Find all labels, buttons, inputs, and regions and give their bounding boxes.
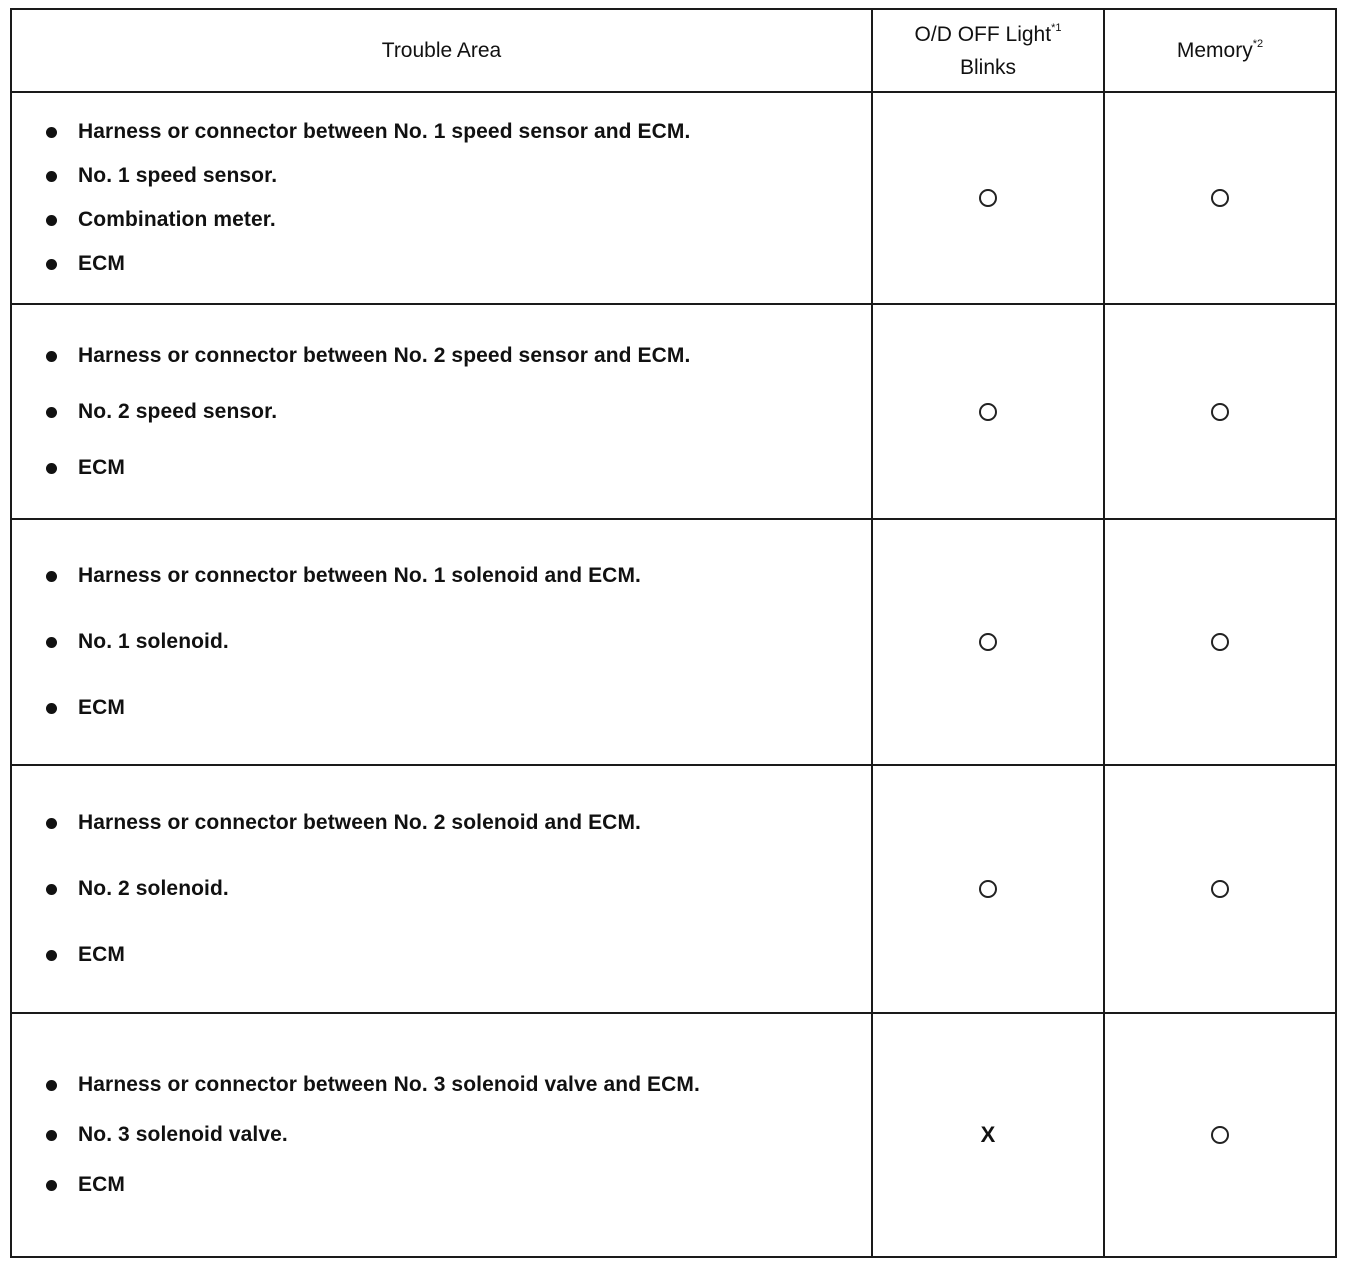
trouble-area-cell [11,519,872,765]
table-row [11,765,1336,1012]
bullet-icon [46,637,57,648]
table-header-row [11,9,1336,92]
circle-icon [1211,403,1229,421]
od-off-light-cell [872,519,1104,765]
list-item-text: No. 2 solenoid. [78,876,229,900]
list-item [44,675,871,741]
list-item-text: ECM [78,1172,125,1196]
circle-icon [979,633,997,651]
list-item [44,1110,871,1160]
memory-cell [1104,304,1336,518]
bullet-icon [46,818,57,829]
list-item-text: Combination meter. [78,208,276,232]
list-item-text: No. 3 solenoid valve. [78,1122,288,1146]
circle-icon [979,189,997,207]
list-item [44,110,871,154]
memory-cell [1104,765,1336,1012]
bullet-icon [46,703,57,714]
x-mark: X [980,1121,996,1147]
header-od-off-label: O/D OFF Light [914,22,1052,46]
list-item [44,856,871,922]
list-item-text: Harness or connector between No. 2 speed sensor and ECM. [78,343,691,367]
bullet-icon [46,950,57,961]
memory-cell [1104,92,1336,304]
trouble-list [44,328,871,496]
list-item [44,198,871,242]
list-item [44,384,871,440]
header-memory-label: Memory [1176,39,1253,63]
list-item-text: Harness or connector between No. 2 solenoid and ECM. [78,810,641,834]
od-off-light-cell [872,304,1104,518]
od-off-light-cell [872,765,1104,1012]
bullet-icon [46,407,57,418]
trouble-list [44,1060,871,1210]
trouble-list [44,543,871,741]
table-row [11,1013,1336,1257]
bullet-icon [46,127,57,138]
memory-cell [1104,1013,1336,1257]
table-row [11,519,1336,765]
list-item-text: Harness or connector between No. 3 solenoid valve and ECM. [78,1072,700,1096]
list-item [44,328,871,384]
header-trouble-area [11,9,872,92]
table-row [11,92,1336,304]
trouble-list [44,110,871,286]
circle-icon [1211,880,1229,898]
bullet-icon [46,571,57,582]
trouble-list [44,790,871,988]
list-item [44,609,871,675]
list-item [44,1160,871,1210]
circle-icon [1211,189,1229,207]
list-item [44,790,871,856]
bullet-icon [46,171,57,182]
bullet-icon [46,884,57,895]
list-item [44,154,871,198]
list-item-text: ECM [78,252,125,276]
circle-icon [1211,1126,1229,1144]
bullet-icon [46,1130,57,1141]
trouble-area-table [10,8,1337,1258]
list-item [44,440,871,496]
list-item-text: No. 1 speed sensor. [78,164,278,188]
header-memory-footnote: *2 [1252,38,1264,51]
od-off-light-cell [872,1013,1104,1257]
list-item-text: Harness or connector between No. 1 solenoid and ECM. [78,563,641,587]
list-item [44,922,871,988]
trouble-area-cell [11,765,872,1012]
trouble-area-cell [11,1013,872,1257]
header-blinks-label: Blinks [959,55,1017,79]
bullet-icon [46,259,57,270]
header-trouble-area-label: Trouble Area [381,39,502,63]
list-item-text: ECM [78,455,125,479]
list-item-text: No. 1 solenoid. [78,629,229,653]
circle-icon [979,403,997,421]
list-item-text: Harness or connector between No. 1 speed sensor and ECM. [78,120,691,144]
bullet-icon [46,463,57,474]
header-od-off-light-blinks [872,9,1104,92]
bullet-icon [46,1080,57,1091]
list-item-text: ECM [78,695,125,719]
list-item-text: No. 2 speed sensor. [78,399,278,423]
bullet-icon [46,1180,57,1191]
list-item [44,1060,871,1110]
circle-icon [979,880,997,898]
bullet-icon [46,215,57,226]
bullet-icon [46,351,57,362]
od-off-light-cell [872,92,1104,304]
header-od-off-footnote: *1 [1051,21,1062,34]
trouble-area-cell [11,92,872,304]
circle-icon [1211,633,1229,651]
trouble-area-cell [11,304,872,518]
memory-cell [1104,519,1336,765]
table-row [11,304,1336,518]
header-memory [1104,9,1336,92]
list-item [44,543,871,609]
list-item [44,242,871,286]
list-item-text: ECM [78,942,125,966]
